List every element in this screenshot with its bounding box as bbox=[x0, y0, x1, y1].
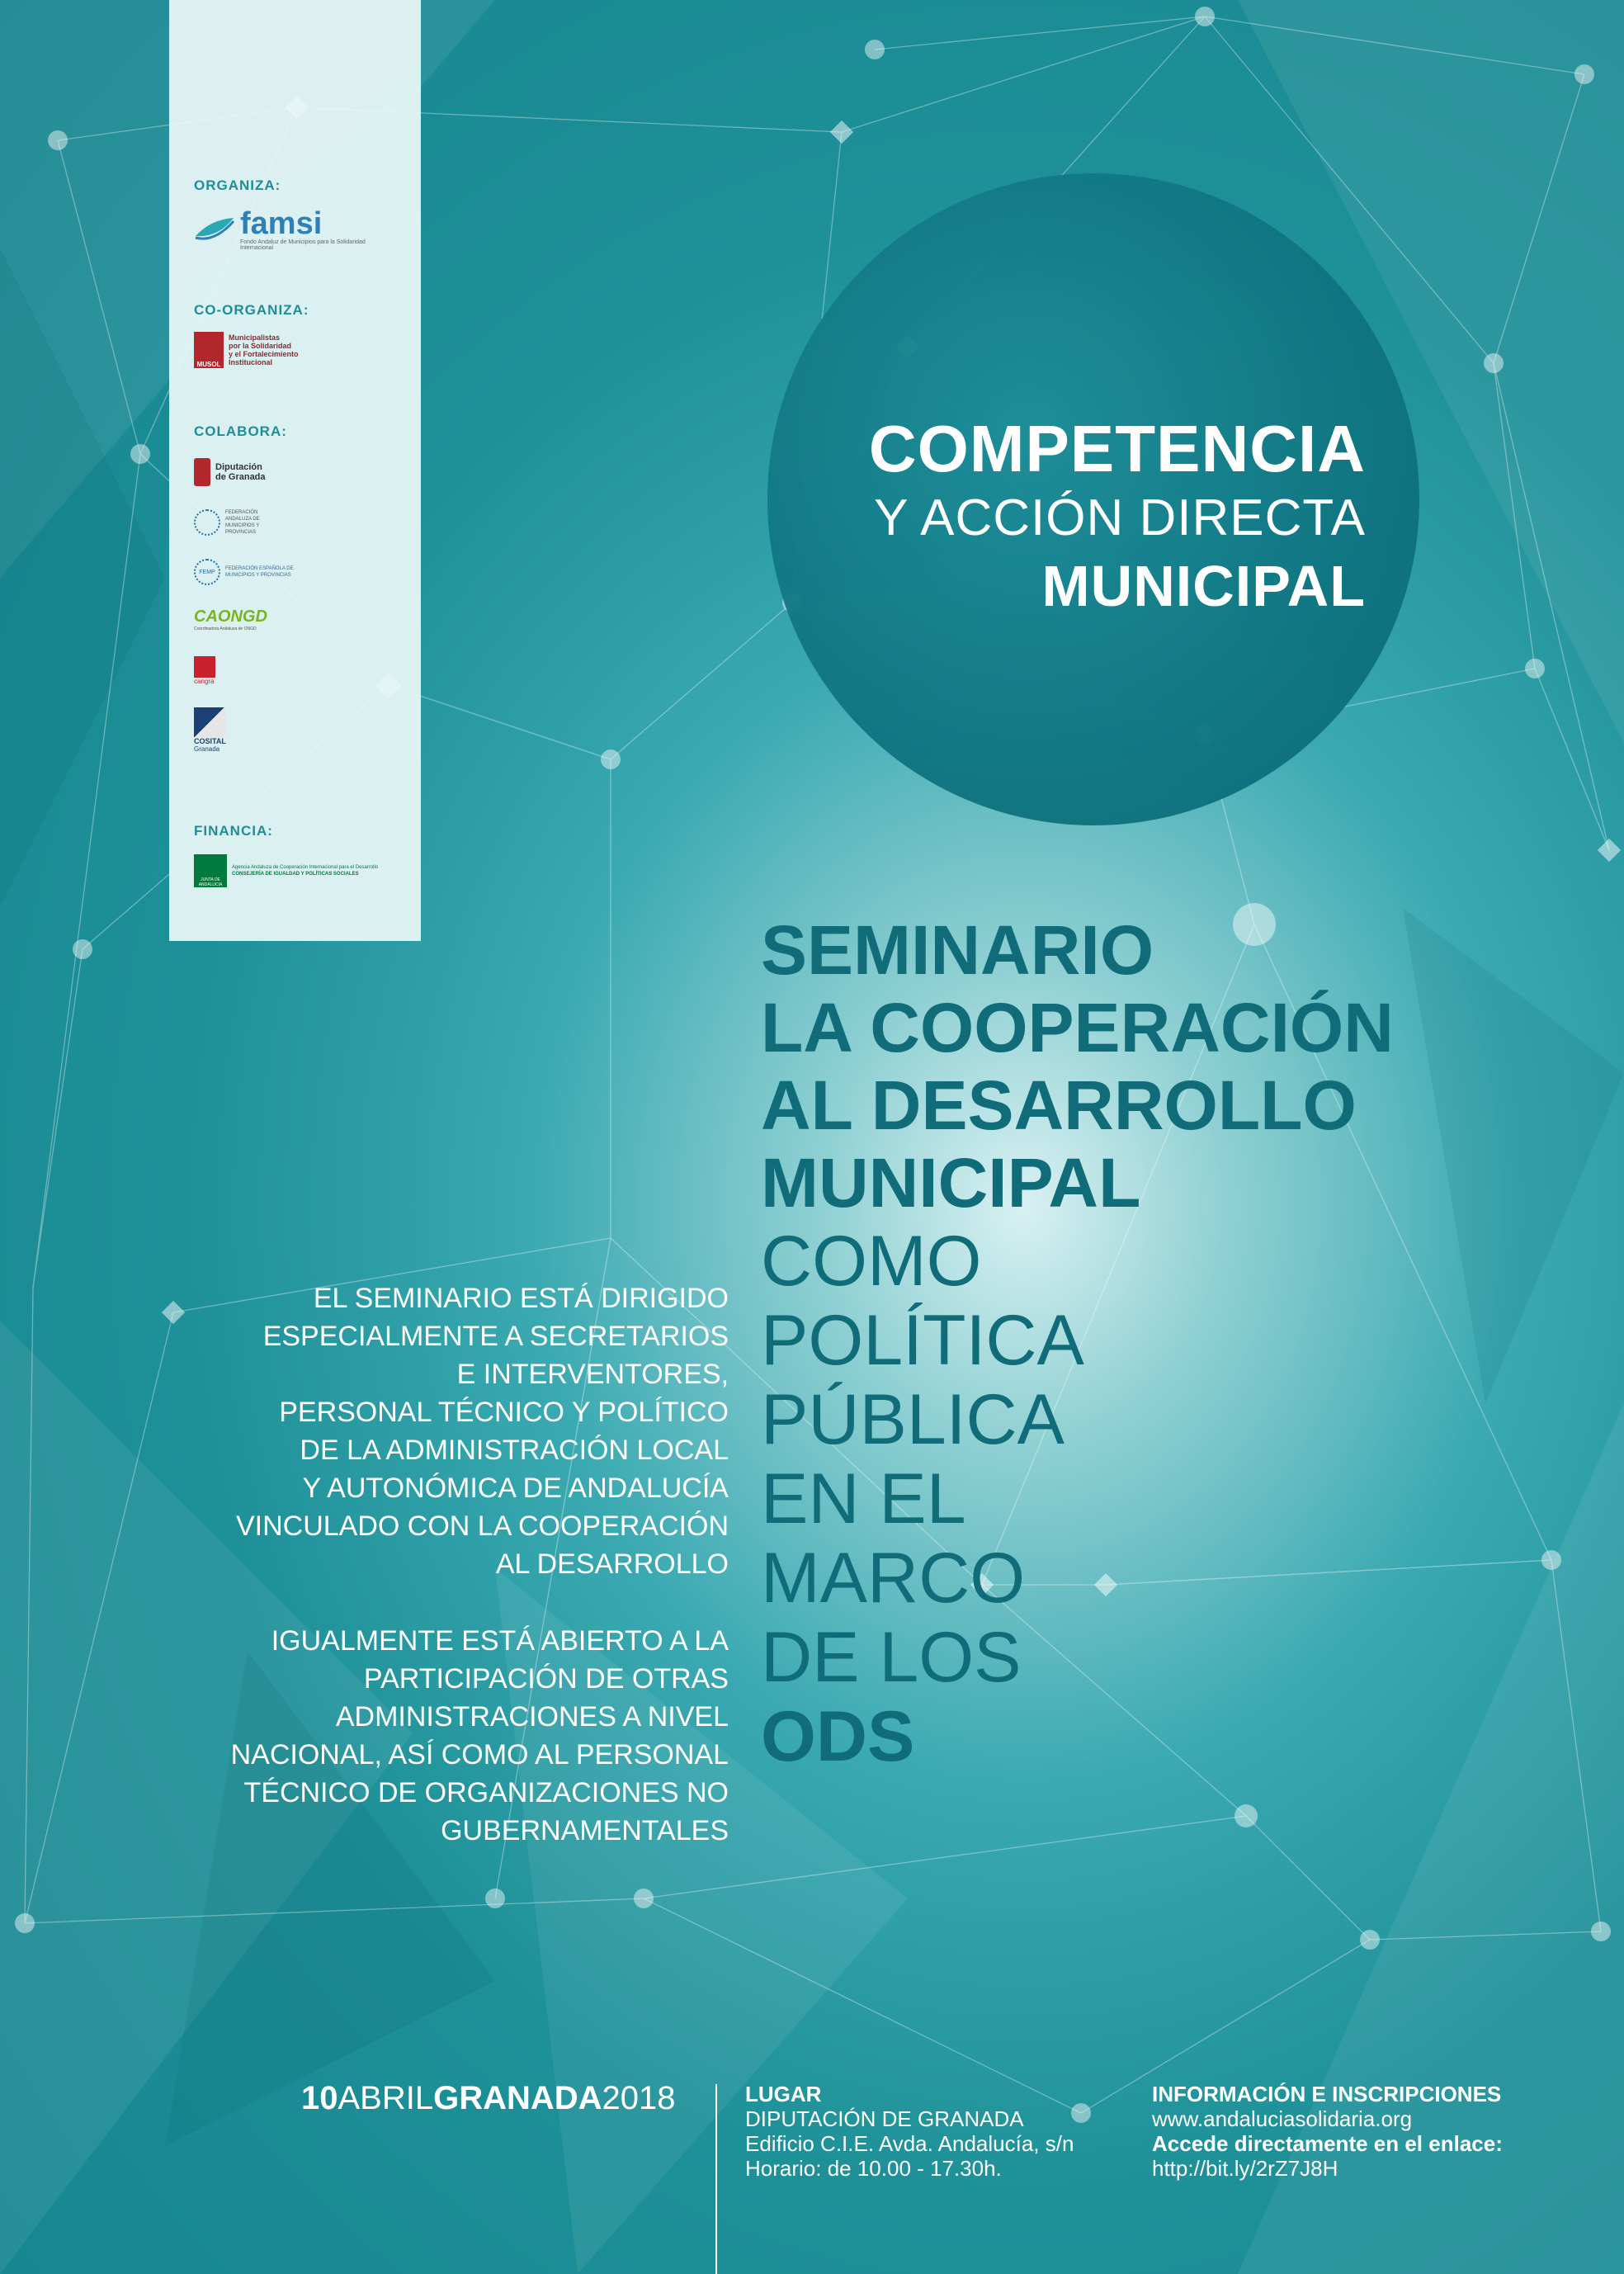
sponsors-sidebar bbox=[169, 0, 421, 941]
venue-line: Edificio C.I.E. Avda. Andalucía, s/n bbox=[745, 2131, 1074, 2156]
seminar-line: AL DESARROLLO bbox=[761, 1066, 1357, 1144]
famsi-wave-icon bbox=[194, 213, 235, 246]
desc-line: ESPECIALMENTE A SECRETARIOS bbox=[262, 1321, 729, 1352]
junta-andalucia-logo bbox=[194, 854, 397, 887]
organiza-label: ORGANIZA: bbox=[194, 177, 281, 193]
femp-mark: FEMP bbox=[194, 559, 220, 585]
desc-line: PARTICIPACIÓN DE OTRAS bbox=[363, 1663, 729, 1695]
junta-line-2: CONSEJERÍA DE IGUALDAD Y POLÍTICAS SOCIALES bbox=[232, 872, 359, 877]
famp-circle-icon bbox=[194, 509, 220, 536]
caongd-subtitle: Coordinadora Andaluza de ONGD bbox=[194, 626, 257, 631]
cangra-logo bbox=[194, 656, 215, 685]
event-date bbox=[301, 2080, 676, 2117]
musol-line-4: Institucional bbox=[229, 358, 273, 366]
open-participation-description bbox=[231, 1622, 729, 1850]
femp-text: FEDERACIÓN ESPAÑOLA DE MUNICIPIOS Y PROVINCIAS bbox=[225, 566, 294, 578]
date-city: GRANADA bbox=[433, 2080, 602, 2116]
famsi-wordmark: famsi bbox=[240, 206, 323, 241]
footer-divider bbox=[715, 2084, 717, 2274]
desc-line: GUBERNAMENTALES bbox=[441, 1815, 729, 1846]
seminar-line: COMO bbox=[761, 1222, 982, 1301]
cosital-logo bbox=[194, 707, 226, 753]
seminar-line: LA COOPERACIÓN bbox=[761, 989, 1394, 1066]
desc-line: ADMINISTRACIONES A NIVEL bbox=[335, 1701, 729, 1733]
famp-logo bbox=[194, 509, 283, 536]
seminar-ods: ODS bbox=[761, 1697, 915, 1776]
venue-line: Horario: de 10.00 - 17.30h. bbox=[745, 2156, 1002, 2181]
date-year: 2018 bbox=[602, 2080, 676, 2116]
cangra-wordmark: cangra bbox=[194, 678, 215, 685]
musol-line-3: y el Fortalecimiento bbox=[229, 350, 299, 358]
seminar-line: MUNICIPAL bbox=[761, 1144, 1141, 1222]
info-link-label: Accede directamente en el enlace: bbox=[1152, 2131, 1503, 2156]
info-label: INFORMACIÓN E INSCRIPCIONES bbox=[1152, 2082, 1502, 2106]
seminar-line: MARCO bbox=[761, 1539, 1026, 1618]
seminar-title bbox=[761, 911, 1394, 1776]
info-link[interactable]: http://bit.ly/2rZ7J8H bbox=[1152, 2156, 1338, 2181]
musol-line-2: por la Solidaridad bbox=[229, 342, 292, 350]
audience-description bbox=[236, 1279, 729, 1583]
musol-mark: MUSOL bbox=[194, 332, 224, 368]
circle-title-competencia: COMPETENCIA bbox=[868, 412, 1366, 485]
venue-block bbox=[745, 2082, 1074, 2181]
financia-label: FINANCIA: bbox=[194, 823, 273, 839]
femp-logo bbox=[194, 559, 308, 585]
seminar-line: PÚBLICA bbox=[761, 1380, 1065, 1459]
famp-text: FEDERACIÓN ANDALUZA DE MUNICIPIOS Y PROVINCIAS bbox=[225, 510, 260, 535]
circle-title-municipal: MUNICIPAL bbox=[1041, 554, 1366, 618]
cosital-subtitle: Granada bbox=[194, 745, 220, 753]
colabora-label: COLABORA: bbox=[194, 423, 287, 439]
cosital-mark-icon bbox=[194, 707, 225, 737]
date-month: ABRIL bbox=[338, 2080, 434, 2116]
desc-line: NACIONAL, ASÍ COMO AL PERSONAL bbox=[230, 1739, 729, 1771]
caongd-logo bbox=[194, 608, 267, 631]
desc-line: EL SEMINARIO ESTÁ DIRIGIDO bbox=[313, 1283, 729, 1314]
circle-title-accion-directa: Y ACCIÓN DIRECTA bbox=[874, 489, 1366, 546]
desc-line: PERSONAL TÉCNICO Y POLÍTICO bbox=[279, 1397, 729, 1428]
desc-line: TÉCNICO DE ORGANIZACIONES NO bbox=[243, 1777, 729, 1808]
musol-logo bbox=[194, 332, 299, 368]
venue-label: LUGAR bbox=[745, 2082, 822, 2106]
famsi-logo bbox=[194, 208, 372, 251]
caongd-wordmark: CAONGD bbox=[194, 608, 267, 626]
diputacion-text: Diputación de Granada bbox=[215, 462, 266, 482]
date-day: 10 bbox=[301, 2080, 338, 2116]
desc-line: Y AUTONÓMICA DE ANDALUCÍA bbox=[302, 1473, 729, 1504]
cangra-square-icon bbox=[194, 656, 215, 678]
desc-line: DE LA ADMINISTRACIÓN LOCAL bbox=[300, 1435, 729, 1466]
desc-line: VINCULADO CON LA COOPERACIÓN bbox=[235, 1510, 729, 1542]
famsi-subtitle: Fondo Andaluz de Municipios para la Solidaridad Internacional bbox=[240, 239, 366, 251]
desc-line: IGUALMENTE ESTÁ ABIERTO A LA bbox=[271, 1625, 729, 1657]
diputacion-logo bbox=[194, 458, 273, 486]
seminar-line: DE LOS bbox=[761, 1618, 1022, 1697]
junta-line-1: Agencia Andaluza de Cooperación Internacional para el Desarrollo bbox=[232, 865, 379, 870]
coorganiza-label: CO-ORGANIZA: bbox=[194, 302, 309, 318]
junta-mark: JUNTA DE ANDALUCIA bbox=[194, 854, 227, 887]
info-block bbox=[1152, 2082, 1503, 2181]
seminar-line: POLÍTICA bbox=[761, 1301, 1084, 1380]
info-web[interactable]: www.andaluciasolidaria.org bbox=[1152, 2106, 1413, 2131]
seminar-line: EN EL bbox=[761, 1459, 966, 1539]
diputacion-shield-icon bbox=[194, 458, 210, 486]
desc-line: E INTERVENTORES, bbox=[456, 1359, 729, 1390]
musol-line-1: Municipalistas bbox=[229, 333, 281, 342]
desc-line: AL DESARROLLO bbox=[495, 1548, 729, 1580]
cosital-wordmark: COSITAL bbox=[194, 737, 226, 745]
venue-line: DIPUTACIÓN DE GRANADA bbox=[745, 2106, 1024, 2131]
seminar-line: SEMINARIO bbox=[761, 911, 1154, 989]
